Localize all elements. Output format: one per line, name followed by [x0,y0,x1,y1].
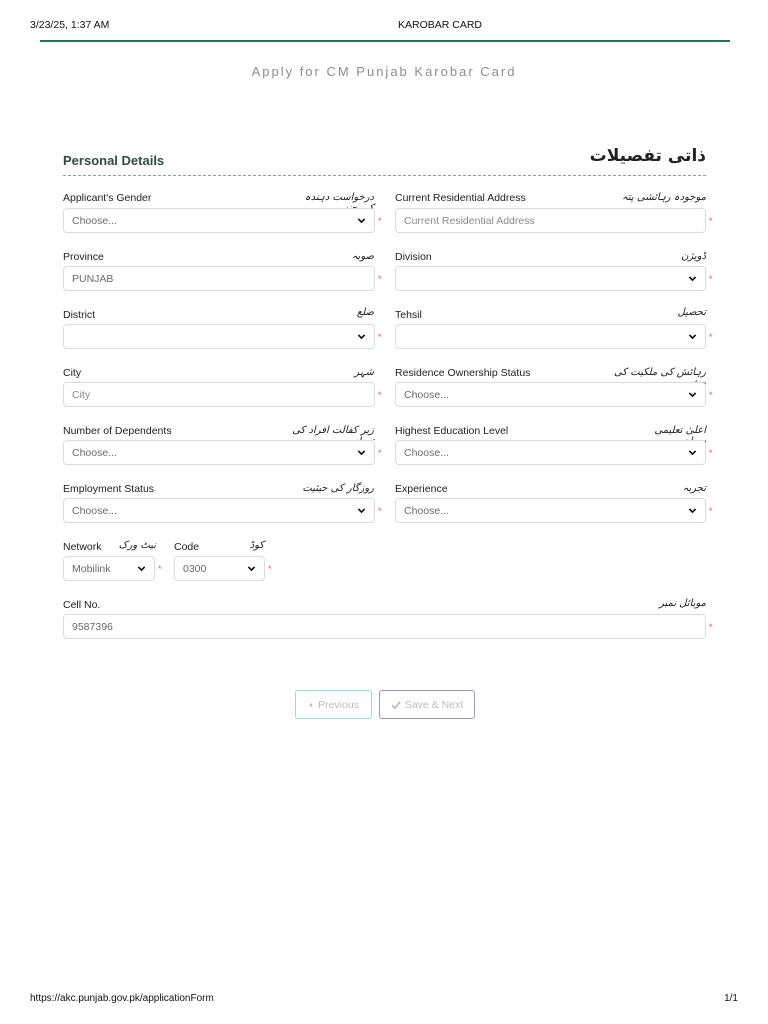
chevron-down-icon [687,332,697,342]
previous-button-label: Previous [318,698,359,711]
experience-select-value: Choose... [404,504,449,517]
district-select[interactable] [63,324,375,349]
section-title: Personal Details [63,153,165,168]
tehsil-label: Tehsil [395,309,422,321]
cell-input-value: 9587396 [72,620,113,633]
ownership-label: Residence Ownership Status [395,367,531,379]
chevron-down-icon [356,506,366,516]
division-label-urdu: ڈویژن [681,251,706,262]
division-label: Division [395,251,432,263]
employment-label: Employment Status [63,483,155,495]
required-mark: * [268,564,272,574]
chevron-down-icon [687,506,697,516]
employment-select[interactable] [63,498,375,523]
employment-label-urdu: روزگار کی حیثیت [302,483,374,494]
required-mark: * [378,448,382,458]
network-select[interactable] [63,556,155,581]
previous-button[interactable] [295,690,372,719]
education-label-urdu: اعلیٰ تعلیمی [654,425,706,436]
province-label-urdu: صوبہ [351,251,374,262]
city-input[interactable] [63,382,375,407]
cell-label-urdu: موبائل نمبر [659,598,706,609]
province-value: PUNJAB [72,272,114,285]
tehsil-label-urdu: تحصیل [677,307,706,318]
experience-label: Experience [395,483,448,495]
required-mark: * [709,274,713,284]
experience-select[interactable] [395,498,706,523]
address-label-urdu: موجودہ رہائشی پتہ [622,192,706,203]
ownership-select-value: Choose... [404,388,449,401]
print-url: https://akc.punjab.gov.pk/applicationForm [30,993,214,1004]
required-mark: * [709,506,713,516]
division-select[interactable] [395,266,706,291]
chevron-down-icon [356,448,366,458]
dependents-select-value: Choose... [72,446,117,459]
required-mark: * [709,332,713,342]
ownership-select[interactable] [395,382,706,407]
code-label-urdu: کوڈ [249,540,264,551]
app-heading: Apply for CM Punjab Karobar Card [251,64,517,79]
gender-label: Applicant's Gender [63,192,152,204]
required-mark: * [709,448,713,458]
save-next-button-label: Save & Next [404,698,464,711]
education-select[interactable] [395,440,706,465]
required-mark: * [378,506,382,516]
ownership-label-urdu: رہائش کی ملکیت کی [613,367,706,378]
required-mark: * [158,564,162,574]
print-page-number: 1/1 [724,993,738,1004]
caret-left-icon [308,701,314,709]
print-title: KAROBAR CARD [397,19,482,31]
gender-label-urdu: درخواست دہندہ [304,192,374,203]
city-label-urdu: شہر [354,367,374,378]
dependents-select[interactable] [63,440,375,465]
required-mark: * [378,216,382,226]
experience-label-urdu: تجربہ [682,483,706,494]
dependents-label: Number of Dependents [63,425,172,437]
required-mark: * [709,390,713,400]
address-input-placeholder: Current Residential Address [404,214,535,227]
top-divider [40,40,730,42]
network-label: Network [63,541,102,553]
chevron-down-icon [136,564,146,574]
gender-select[interactable] [63,208,375,233]
address-input[interactable] [395,208,706,233]
district-label-urdu: ضلع [356,307,374,318]
required-mark: * [709,622,713,632]
city-label: City [63,367,82,379]
network-label-urdu: نیٹ ورک [118,540,156,551]
chevron-down-icon [356,216,366,226]
code-select[interactable] [174,556,265,581]
district-label: District [63,309,96,321]
print-date: 3/23/25, 1:37 AM [30,19,110,31]
province-field [63,266,375,291]
province-label: Province [63,251,104,263]
section-divider [63,175,706,176]
code-select-value: 0300 [183,562,207,575]
cell-label: Cell No. [63,599,101,611]
employment-select-value: Choose... [72,504,117,517]
gender-select-value: Choose... [72,214,117,227]
chevron-down-icon [356,332,366,342]
code-label: Code [174,541,200,553]
chevron-down-icon [246,564,256,574]
dependents-label-urdu: زیر کفالت افراد کی [292,425,374,436]
chevron-down-icon [687,274,697,284]
education-label: Highest Education Level [395,425,509,437]
section-title-urdu: ذاتی تفصیلات [589,146,706,166]
chevron-down-icon [687,448,697,458]
save-next-button[interactable] [379,690,475,719]
city-input-placeholder: City [72,388,91,401]
cell-input[interactable] [63,614,706,639]
required-mark: * [709,216,713,226]
tehsil-select[interactable] [395,324,706,349]
required-mark: * [378,390,382,400]
required-mark: * [378,274,382,284]
network-select-value: Mobilink [72,562,111,575]
check-icon [391,700,401,710]
required-mark: * [378,332,382,342]
address-label: Current Residential Address [395,192,526,204]
education-select-value: Choose... [404,446,449,459]
chevron-down-icon [687,390,697,400]
